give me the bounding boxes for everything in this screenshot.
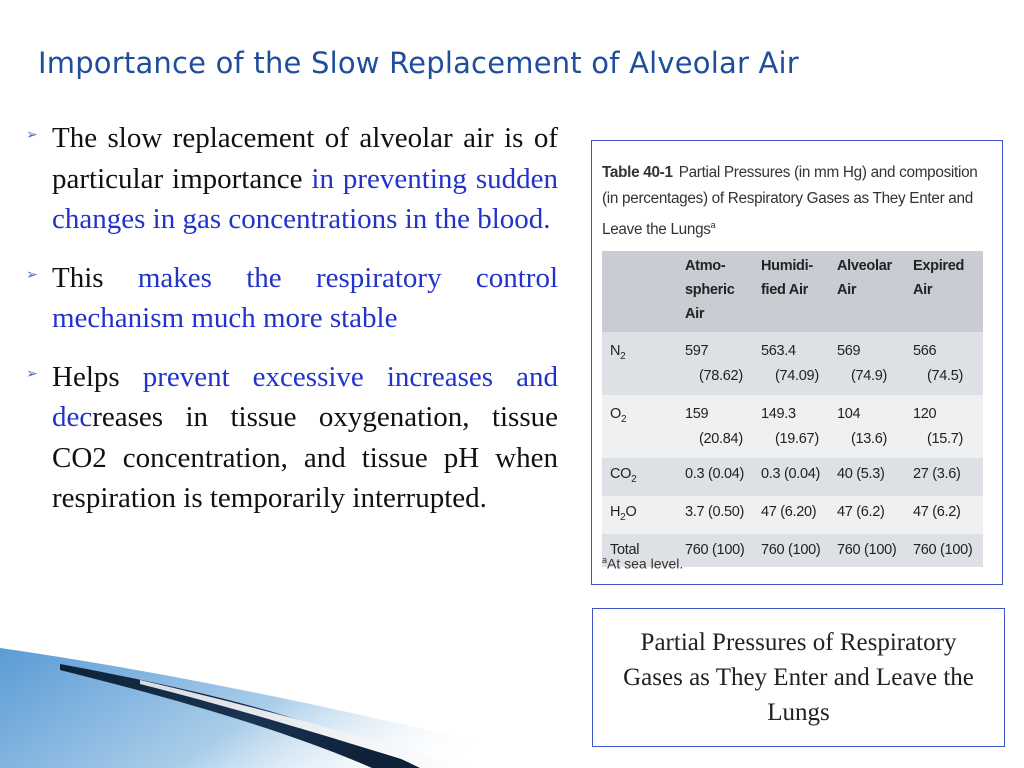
table-header-cell: [753, 251, 829, 332]
table-cell: [829, 395, 905, 458]
table-cell: [677, 332, 753, 395]
table-cell: [753, 332, 829, 395]
gas-symbol: CO: [610, 466, 632, 482]
bullet-text-plain: reases in tissue oxygenation, tissue CO2 concentration, and tissue pH when respiration is temporarily interrupted.: [52, 401, 558, 514]
gas-name-cell: Total: [602, 534, 677, 567]
cell-percent: (74.5): [927, 368, 964, 384]
table-row: [602, 332, 983, 395]
ribbon-light-band: [0, 648, 585, 768]
header-line: Air: [685, 306, 705, 322]
gas-symbol: O: [610, 406, 621, 422]
header-line: Air: [837, 282, 857, 298]
bullet-text-highlight: in preventing sudden changes in gas concentrations in the blood.: [52, 162, 558, 235]
cell-value: 566: [913, 343, 937, 359]
table-cell: 47 (6.2): [905, 496, 983, 534]
header-line: fied Air: [761, 282, 809, 298]
partial-pressures-table: [602, 251, 983, 567]
table-cell: 47 (6.20): [753, 496, 829, 534]
cell-value: 159: [685, 406, 709, 422]
table-header-cell: [677, 251, 753, 332]
table-cell: 0.3 (0.04): [753, 458, 829, 496]
table-footnote-text: At sea level.: [607, 555, 684, 572]
table-caption: [602, 160, 982, 243]
header-line: Humidi-: [761, 258, 813, 274]
cell-percent: (15.7): [927, 431, 964, 447]
table-cell: 760 (100): [905, 534, 983, 567]
figure-caption-box: [592, 608, 1005, 747]
table-cell: [829, 332, 905, 395]
table-header-cell: [905, 251, 983, 332]
cell-value: 563.4: [761, 343, 796, 359]
bullet-text-plain: The slow replacement of alveolar air is of particular importance: [52, 122, 558, 195]
table-cell: [677, 395, 753, 458]
table-cell: 760 (100): [829, 534, 905, 567]
gas-subscript: 2: [620, 511, 626, 523]
table-cell: 760 (100): [677, 534, 753, 567]
cell-percent: (19.67): [775, 431, 819, 447]
bullet-text-highlight: makes the respiratory control mechanism much more stable: [52, 261, 558, 334]
bullet-text-plain: This: [52, 261, 138, 294]
slide-title: Importance of the Slow Replacement of Alveolar Air: [38, 46, 799, 80]
cell-value: 597: [685, 343, 709, 359]
table-cell: 27 (3.6): [905, 458, 983, 496]
table-cell: [905, 332, 983, 395]
table-row: [602, 496, 983, 534]
cell-percent: (13.6): [851, 431, 888, 447]
table-number: Table 40-1: [602, 164, 673, 181]
gas-symbol: H: [610, 503, 621, 520]
bullet-text-plain: Helps: [52, 360, 143, 393]
cell-value: 120: [913, 406, 937, 422]
cell-percent: (74.09): [775, 368, 819, 384]
gas-subscript: 2: [620, 350, 626, 362]
table-caption-footnote-mark: a: [710, 220, 716, 230]
table-figure: [591, 140, 1003, 585]
header-line: Atmo-: [685, 258, 726, 274]
table-cell: [753, 395, 829, 458]
cell-value: 104: [837, 406, 861, 422]
header-line: Alveolar: [837, 258, 892, 274]
bullet-arrow-icon: ➢: [26, 127, 38, 143]
table-cell: 40 (5.3): [829, 458, 905, 496]
table-row: [602, 458, 983, 496]
gas-symbol-suffix: O: [625, 503, 637, 520]
cell-percent: (78.62): [699, 368, 743, 384]
table-header-cell: [829, 251, 905, 332]
table-cell: 760 (100): [753, 534, 829, 567]
table-header-row: [602, 251, 983, 332]
table-cell: 47 (6.2): [829, 496, 905, 534]
gas-subscript: 2: [620, 413, 627, 425]
cell-percent: (74.9): [851, 368, 888, 384]
cell-value: 149.3: [761, 406, 796, 422]
figure-caption-text: Partial Pressures of Respiratory Gases as They Enter and Leave the Lungs: [623, 629, 974, 726]
table-row: [602, 395, 983, 458]
header-line: Air: [913, 282, 933, 298]
table-caption-text: Partial Pressures (in mm Hg) and composition (in percentages) of Respiratory Gases as They Enter and Leave the Lungs: [602, 164, 978, 239]
table-footnote-mark: a: [602, 555, 608, 565]
table-cell: [905, 395, 983, 458]
bullet-arrow-icon: ➢: [26, 266, 38, 283]
cell-percent: (20.84): [699, 431, 743, 447]
table-cell: 0.3 (0.04): [677, 458, 753, 496]
gas-symbol: N: [610, 343, 621, 359]
header-line: Expired: [913, 258, 965, 274]
cell-value: 569: [837, 343, 861, 359]
gas-subscript: 2: [631, 473, 637, 485]
bullet-text-highlight: prevent excessive increases and dec: [52, 360, 558, 433]
header-line: spheric: [685, 282, 735, 298]
bullet-arrow-icon: ➢: [26, 365, 38, 382]
table-cell: 3.7 (0.50): [677, 496, 753, 534]
